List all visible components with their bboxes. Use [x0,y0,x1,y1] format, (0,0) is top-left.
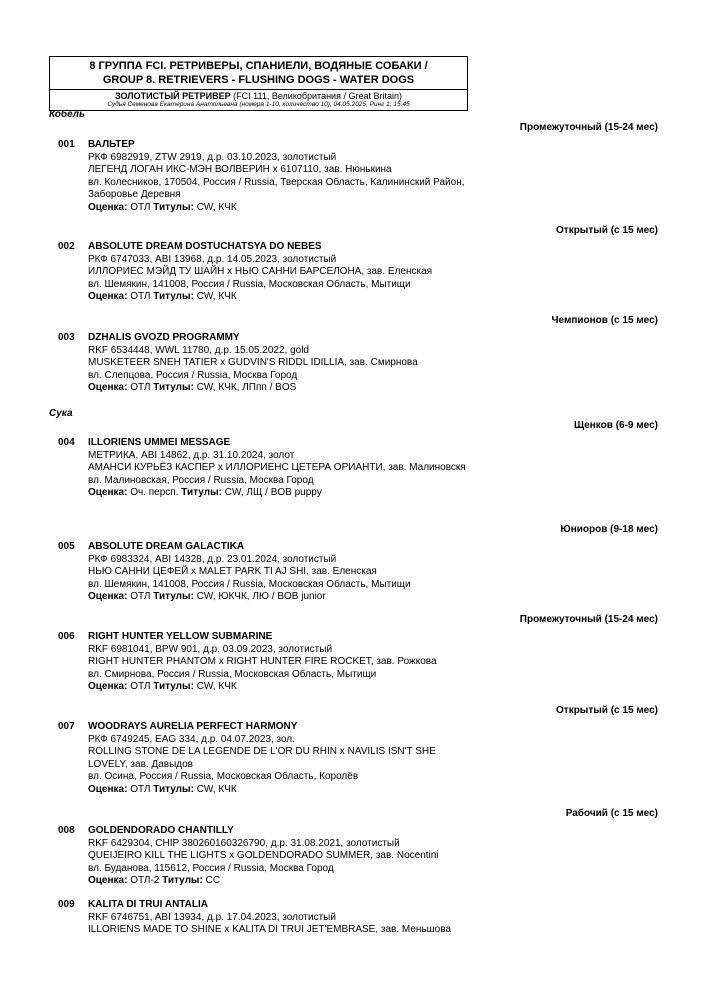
grade-value: ОТЛ [130,681,151,693]
entry-number: 007 [58,721,75,732]
owner: вл. Смирнова, Россия / Russia, Московская Область, Мытищи [88,668,377,680]
dog-name: GOLDENDORADO CHANTILLY [88,825,234,836]
group-title-en: GROUP 8. RETRIEVERS - FLUSHING DOGS - WATER DOGS [102,74,415,86]
parents: MUSKETEER SNEH TATIER x GUDVIN'S RIDDL IDILLIA, зав. Смирнова [88,357,418,369]
owner: вл. Шемякин, 141008, Россия / Russia, Московская Область, Мытищи [88,278,411,290]
titles-value: CW, ЮКЧК, ЛЮ / BOB junior [196,591,326,603]
entry-number: 003 [58,332,75,343]
grade-value: ОТЛ [130,783,151,795]
entry [58,825,478,888]
entry-number: 001 [58,139,75,150]
dog-name: ВАЛЬТЕР [88,139,135,150]
entry [58,241,478,304]
grade-label: Оценка: [88,201,128,213]
entry-number: 005 [58,541,75,552]
class-heading: Рабочий (с 15 мес) [565,808,658,819]
owner: вл. Осина, Россия / Russia, Московская Область, Королёв [88,771,359,783]
grade-label: Оценка: [88,382,128,394]
titles-value: CC [205,875,221,887]
registration: RKF 6534448, WWL 11780, д.р. 15.05.2022, gold [88,344,309,356]
parents: НЬЮ САННИ ЦЕФЕЙ x MALET PARK TI AJ SHI, зав. Еленская [88,566,377,578]
registration: РКФ 6749245, EAG 334, д.р. 04.07.2023, зол. [88,733,295,745]
entry [58,541,478,604]
titles-label: Титулы: [153,201,194,213]
grade-value: ОТЛ [130,291,151,303]
registration: РКФ 6982919, ZTW 2919, д.р. 03.10.2023, золотистый [88,151,337,163]
owner: вл. Колесников, 170504, Россия / Russia, Тверская Область, Калининский Район, Заборовье Деревня [88,176,465,201]
titles-label: Титулы: [153,382,194,394]
group-title [50,57,467,90]
class-heading: Открытый (с 15 мес) [556,705,658,716]
parents: ILLORIENS MADE TO SHINE x KALITA DI TRUI JET'EMBRASE, зав. Меньшова [88,924,452,936]
titles-label: Титулы: [153,783,194,795]
parents: ЛЕГЕНД ЛОГАН ИКС-МЭН ВОЛВЕРИН x 6107110, зав. Нюнькина [88,164,392,176]
class-heading: Юниоров (9-18 мес) [560,524,658,535]
grade-label: Оценка: [88,681,128,693]
breed-header [50,90,467,110]
grade-line [88,681,478,694]
owner: вл. Буданова, 115612, Россия / Russia, Москва Город [88,862,334,874]
entry [58,899,478,937]
parents: ROLLING STONE DE LA LEGENDE DE L'OR DU RHIN x NAVILIS ISN'T SHE LOVELY, зав. Давыдов [88,746,436,770]
class-heading: Промежуточный (15-24 мес) [519,614,658,625]
titles-label: Титулы: [153,681,194,693]
section-female: Сука [49,408,73,419]
entry-number: 008 [58,825,75,836]
grade-value: Оч. персп. [130,487,179,499]
titles-label: Титулы: [181,487,222,499]
registration: РКФ 6983324, ABI 14328, д.р. 23.01.2024, золотистый [88,553,337,565]
grade-line [88,291,478,304]
section-male: Кобель [49,109,85,120]
grade-label: Оценка: [88,783,128,795]
titles-label: Титулы: [153,291,194,303]
entry-number: 006 [58,631,75,642]
entry [58,631,478,694]
class-heading: Открытый (с 15 мес) [556,225,658,236]
entry-number: 004 [58,437,75,448]
titles-label: Титулы: [162,875,203,887]
titles-value: CW, ЛЩ / BOB puppy [224,487,322,499]
class-heading: Чемпионов (с 15 мес) [551,315,658,326]
grade-value: ОТЛ [130,382,151,394]
grade-line [88,382,478,395]
breed-name: ЗОЛОТИСТЫЙ РЕТРИВЕР [115,91,231,101]
dog-name: ABSOLUTE DREAM GALACTIKA [88,541,245,552]
entry-number: 009 [58,899,75,910]
grade-line [88,202,478,215]
grade-value: ОТЛ-2 [130,875,160,887]
entry [58,139,478,215]
parents: QUEIJEIRO KILL THE LIGHTS x GOLDENDORADO SUMMER, зав. Nocentini [88,850,439,862]
grade-label: Оценка: [88,291,128,303]
grade-label: Оценка: [88,487,128,499]
dog-name: WOODRAYS AURELIA PERFECT HARMONY [88,721,298,732]
dog-name: ILLORIENS UMMEI MESSAGE [88,437,231,448]
titles-value: CW, КЧК [196,681,237,693]
group-header-box [49,56,468,111]
grade-line [88,591,478,604]
grade-value: ОТЛ [130,201,151,213]
parents: RIGHT HUNTER PHANTOM x RIGHT HUNTER FIRE ROCKET, зав. Рожкова [88,656,437,668]
class-heading: Промежуточный (15-24 мес) [519,122,658,133]
dog-name: ABSOLUTE DREAM DOSTUCHATSYA DO NEBES [88,241,322,252]
entry-number: 002 [58,241,75,252]
dog-name: DZHALIS GVOZD PROGRAMMY [88,332,240,343]
dog-name: KALITA DI TRUI ANTALIA [88,899,208,910]
breed-info: (FCI 111, Великобритания / Great Britain) [233,91,402,101]
parents: ИЛЛОРИЕС МЭЙД ТУ ШАЙН x НЬЮ САННИ БАРСЕЛОНА, зав. Еленская [88,266,433,278]
grade-label: Оценка: [88,591,128,603]
group-title-ru: 8 ГРУППА FCI. РЕТРИВЕРЫ, СПАНИЕЛИ, ВОДЯНЫЕ СОБАКИ / [89,60,428,72]
registration: РКФ 6747033, ABI 13968, д.р. 14.05.2023, золотистый [88,253,337,265]
owner: вл. Шемякин, 141008, Россия / Russia, Московская Область, Мытищи [88,578,411,590]
titles-value: CW, КЧК [196,201,237,213]
grade-label: Оценка: [88,875,128,887]
titles-label: Титулы: [153,591,194,603]
breed-line [50,91,467,101]
registration: МЕТРИКА, ABI 14862, д.р. 31.10.2024, золот [88,449,295,461]
titles-value: CW, КЧК [196,291,237,303]
grade-line [88,784,478,797]
registration: RKF 6746751, ABI 13934, д.р. 17.04.2023, золотистый [88,911,336,923]
titles-value: CW, КЧК, ЛПпп / BOS [196,382,297,394]
grade-value: ОТЛ [130,591,151,603]
registration: RKF 6981041, BPW 901, д.р. 03.09.2023, золотистый [88,643,333,655]
parents: АМАНСИ КУРЬЁЗ КАСПЕР x ИЛЛОРИЕНС ЦЕТЕРА ОРИАНТИ, зав. Малиновскя [88,462,466,474]
entry [58,721,478,797]
registration: RKF 6429304, CHIP 380260160326790, д.р. 31.08.2021, золотистый [88,837,400,849]
titles-value: CW, КЧК [196,783,237,795]
grade-line [88,487,478,500]
grade-line [88,875,478,888]
judge-line: Судья Семенова Екатерина Анатольевна (номера 1-10, количество 10), 04.05.2025, Ринг 1, 15:45 [107,101,410,108]
owner: вл. Слепцова, Россия / Russia, Москва Город [88,369,298,381]
dog-name: RIGHT HUNTER YELLOW SUBMARINE [88,631,273,642]
class-heading: Щенков (6-9 мес) [574,420,658,431]
entry [58,332,478,395]
owner: вл. Малиновская, Россия / Russia, Москва Город [88,474,314,486]
entry [58,437,478,500]
